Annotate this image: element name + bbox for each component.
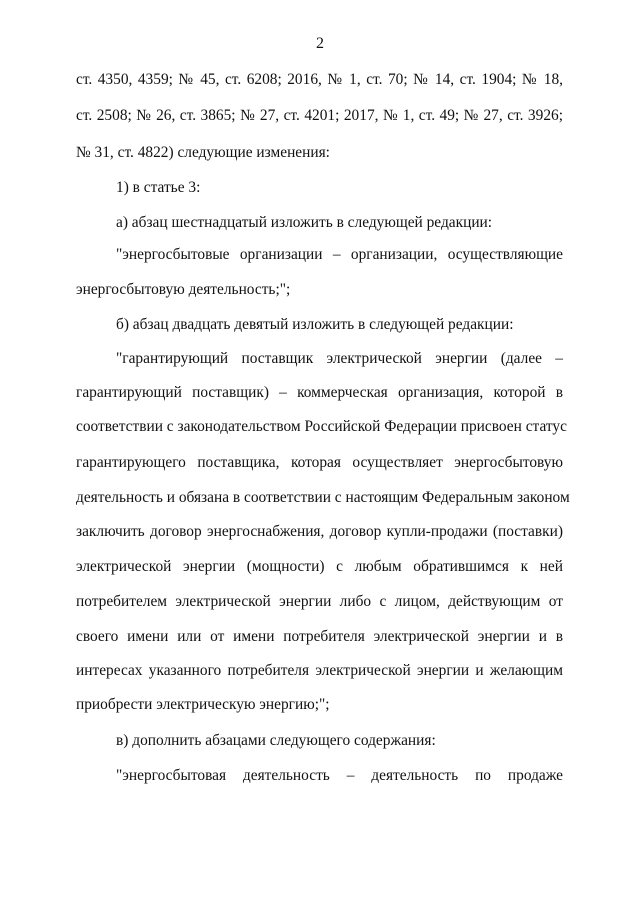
- text-line: ст. 2508; № 26, ст. 3865; № 27, ст. 4201; 2017, № 1, ст. 49; № 27, ст. 3926;: [76, 107, 563, 124]
- text-line: потребителем электрической энергии либо с лицом, действующим от: [76, 593, 563, 610]
- list-item-heading: 1) в статье 3:: [116, 179, 201, 196]
- text-line: гарантирующего поставщика, которая осуществляет энергосбытовую: [76, 454, 563, 471]
- text-line: энергосбытовую деятельность;";: [76, 281, 291, 298]
- text-line: соответствии с законодательством Российской Федерации присвоен статус: [76, 418, 567, 435]
- quoted-definition-line: "энергосбытовая деятельность – деятельность по продаже: [116, 767, 563, 784]
- text-line: интересах указанного потребителя электрической энергии и желающим: [76, 662, 563, 679]
- quoted-definition-line: "гарантирующий поставщик электрической энергии (далее –: [116, 350, 563, 367]
- paragraph-heading: а) абзац шестнадцатый изложить в следующей редакции:: [116, 214, 493, 231]
- text-line: своего имени или от имени потребителя электрической энергии и в: [76, 628, 563, 645]
- text-line: приобрести электрическую энергию;";: [76, 696, 330, 713]
- text-line: деятельность и обязана в соответствии с настоящим Федеральным законом: [76, 489, 570, 506]
- quoted-definition-line: "энергосбытовые организации – организации, осуществляющие: [116, 246, 563, 263]
- text-line: ст. 4350, 4359; № 45, ст. 6208; 2016, № 1, ст. 70; № 14, ст. 1904; № 18,: [76, 71, 563, 88]
- text-line: гарантирующий поставщик) – коммерческая организация, которой в: [76, 384, 563, 401]
- paragraph-heading: в) дополнить абзацами следующего содержания:: [116, 732, 436, 749]
- paragraph-heading: б) абзац двадцать девятый изложить в следующей редакции:: [116, 316, 514, 333]
- text-line: № 31, ст. 4822) следующие изменения:: [76, 144, 330, 161]
- page-number: 2: [316, 35, 324, 52]
- text-line: электрической энергии (мощности) с любым обратившимся к ней: [76, 558, 563, 575]
- text-line: заключить договор энергоснабжения, договор купли-продажи (поставки): [76, 523, 563, 540]
